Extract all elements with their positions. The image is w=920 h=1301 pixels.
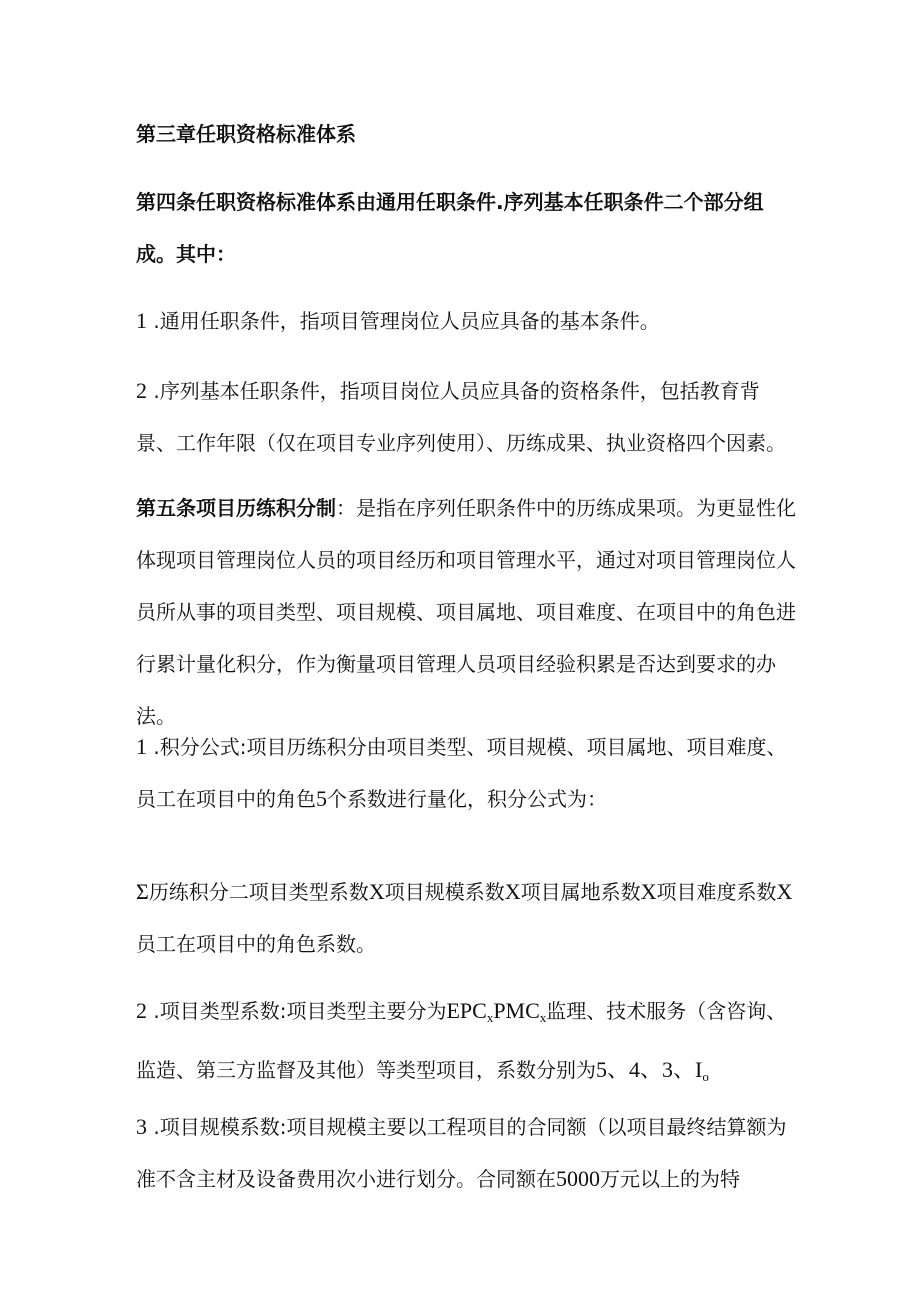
item-text: .项目规模系数:项目规模主要以工程项目的合同额（以项目最终结算额为准不含主材及设备费用次小进行划分。合同额在	[136, 1115, 787, 1191]
item-text-continued: 个系数进行量化，积分公式为：	[327, 787, 607, 811]
project-type-coefficient-item	[136, 985, 796, 1103]
multiply-symbol: X	[640, 879, 657, 904]
pmc-subscript: x	[539, 1010, 547, 1025]
item-number: 3	[136, 1114, 147, 1139]
formula-part: 历练积分二项目类型系数	[148, 880, 369, 904]
formula-part: 项目规模系数	[384, 880, 505, 904]
sigma-symbol: Σ	[136, 879, 149, 904]
item-text: .积分公式:项目历练积分由项目类型、项目规模、项目属地、项目难度、员工在项目中的角色	[136, 735, 787, 811]
article-5-text: ：是指在序列任职条件中的历练成果项。为更显性化体现项目管理岗位人员的项目经历和项目管理水平，通过对项目管理岗位人员所从事的项目类型、项目规模、项目属地、项目难度、在项目中的角色进行累计量化积分，作为衡量项目管理人员项目经验积累是否达到要求的办法。	[136, 496, 796, 728]
contract-amount: 5000	[556, 1166, 600, 1191]
formula-part: 员工在项目中的角色系数。	[136, 932, 376, 956]
article-5-paragraph	[136, 482, 796, 742]
formula-part: 项目难度系数	[656, 880, 777, 904]
item-text-continued: 监理、技术服务（含咨询、监造、第三方监督及其他）等类型项目，系数分别为	[136, 999, 787, 1082]
scoring-formula-item	[136, 721, 796, 825]
pmc-label: PMC	[493, 998, 540, 1023]
item-text: .项目类型系数:项目类型主要分为	[147, 999, 447, 1023]
project-scale-coefficient-item	[136, 1101, 796, 1205]
multiply-symbol: X	[776, 879, 793, 904]
item-number: 2	[136, 998, 147, 1023]
article-4-paragraph: 第四条任职资格标准体系由通用任职条件.序列基本任职条件二个部分组成。其中：	[136, 190, 764, 266]
article-4-item-2	[136, 365, 796, 469]
item-number: 1	[136, 734, 147, 759]
trailing-mark: o	[702, 1069, 709, 1084]
formula-line	[136, 866, 796, 970]
coefficient-count: 5	[316, 786, 327, 811]
coefficient-values: 5、4、3、I	[596, 1057, 703, 1082]
item-text: .通用任职条件，指项目管理岗位人员应具备的基本条件。	[147, 309, 660, 333]
multiply-symbol: X	[368, 879, 385, 904]
article-5-heading: 第五条项目历练积分制	[136, 496, 336, 520]
epc-subscript: x	[486, 1010, 494, 1025]
multiply-symbol: X	[504, 879, 521, 904]
epc-label: EPC	[446, 998, 487, 1023]
item-number: 2	[136, 378, 147, 403]
item-text-continued: 万元以上的为特	[600, 1167, 740, 1191]
item-text: .序列基本任职条件，指项目岗位人员应具备的资格条件，包括教育背景、工作年限（仅在项目专业序列使用）、历练成果、执业资格四个因素。	[136, 379, 786, 455]
article-4-item-1	[136, 295, 796, 347]
formula-part: 项目属地系数	[520, 880, 641, 904]
chapter-title: 第三章任职资格标准体系	[136, 122, 356, 146]
item-number: 1	[136, 308, 147, 333]
